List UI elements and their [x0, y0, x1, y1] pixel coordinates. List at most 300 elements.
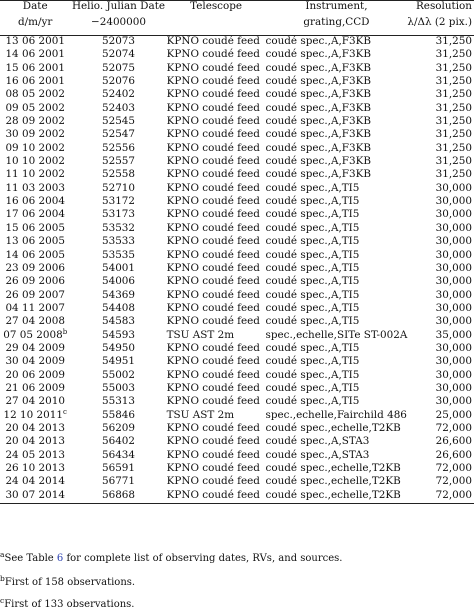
cell-instrument [266, 395, 408, 408]
table-row [0, 195, 474, 208]
cell-jd [70, 115, 166, 128]
cell-instrument-text: coudé spec.,A,F3KB [265, 168, 371, 181]
cell-telescope-text: KPNO coudé feed [166, 435, 260, 448]
cell-jd [70, 75, 166, 88]
note-a-pre: See Table [4, 553, 57, 564]
cell-resolution [407, 249, 474, 262]
cell-resolution [407, 422, 474, 435]
cell-jd-text: 53535 [101, 248, 136, 261]
cell-telescope-text: KPNO coudé feed [166, 128, 260, 141]
cell-instrument-text: coudé spec.,A,TI5 [265, 235, 360, 248]
cell-telescope-text: KPNO coudé feed [166, 88, 260, 101]
cell-date [0, 302, 70, 315]
col-header-resolution: Resolution [415, 0, 472, 12]
cell-resolution [407, 75, 474, 88]
col-subheader-date-unit: d/m/yr [18, 16, 53, 28]
cell-jd-text: 55846 [101, 408, 136, 421]
cell-instrument [266, 262, 408, 275]
cell-instrument [266, 115, 408, 128]
cell-instrument-text: coudé spec.,A,F3KB [265, 141, 371, 154]
cell-instrument-text: coudé spec.,A,TI5 [265, 275, 360, 288]
cell-resolution [407, 222, 474, 235]
cell-telescope-text: KPNO coudé feed [166, 168, 260, 181]
cell-instrument [266, 329, 408, 342]
cell-resolution-text: 31,250 [435, 61, 472, 74]
col-header-instrument: Instrument, [305, 0, 368, 12]
cell-resolution [407, 449, 474, 462]
cell-jd [70, 88, 166, 101]
table-row [0, 382, 474, 395]
cell-instrument-text: coudé spec.,A,F3KB [265, 128, 371, 141]
cell-telescope-text: KPNO coudé feed [166, 61, 260, 74]
cell-date-text: 20 06 2009 [5, 368, 65, 381]
cell-instrument [266, 235, 408, 248]
cell-resolution [407, 382, 474, 395]
cell-jd [70, 275, 166, 288]
cell-date-text: 14 06 2005 [5, 248, 65, 261]
cell-jd-text: 52547 [101, 128, 136, 141]
cell-instrument-text: coudé spec.,A,TI5 [265, 208, 360, 221]
table-6-link[interactable]: 6 [56, 553, 64, 564]
cell-instrument [266, 435, 408, 448]
cell-instrument [266, 249, 408, 262]
col-subheader-jd-offset: −2400000 [91, 16, 146, 28]
cell-instrument-text: coudé spec.,A,TI5 [265, 381, 360, 394]
table-row [0, 409, 474, 422]
cell-resolution-text: 31,250 [435, 35, 472, 47]
header-row-2 [0, 16, 474, 35]
table-row [0, 369, 474, 382]
cell-instrument-text: coudé spec.,A,TI5 [265, 248, 360, 261]
cell-telescope-text: KPNO coudé feed [166, 181, 260, 194]
cell-telescope [167, 489, 266, 502]
table-row [0, 48, 474, 61]
cell-instrument [266, 275, 408, 288]
cell-instrument-text: coudé spec.,A,F3KB [265, 48, 371, 61]
cell-telescope-text: KPNO coudé feed [166, 221, 260, 234]
cell-jd [70, 48, 166, 61]
cell-telescope-text: KPNO coudé feed [166, 381, 260, 394]
cell-telescope [167, 249, 266, 262]
cell-resolution [407, 262, 474, 275]
cell-telescope-text: KPNO coudé feed [166, 208, 260, 221]
cell-date-text: 12 10 2011 [3, 408, 63, 421]
cell-instrument [266, 489, 408, 502]
cell-instrument-text: coudé spec.,A,TI5 [265, 221, 360, 234]
cell-date [0, 475, 70, 488]
cell-telescope [167, 475, 266, 488]
cell-jd-text: 54369 [101, 288, 136, 301]
cell-date-text: 16 06 2001 [5, 75, 65, 88]
cell-telescope-text: KPNO coudé feed [166, 155, 260, 168]
table-row [0, 75, 474, 88]
cell-instrument-text: coudé spec.,echelle,T2KB [265, 488, 401, 501]
cell-jd-text: 54593 [101, 328, 136, 341]
cell-jd [70, 462, 166, 475]
cell-jd-text: 56209 [101, 421, 136, 434]
cell-resolution-text: 31,250 [435, 115, 472, 128]
cell-telescope [167, 142, 266, 155]
cell-telescope-text: KPNO coudé feed [166, 195, 260, 208]
cell-instrument [266, 409, 408, 422]
cell-telescope [167, 155, 266, 168]
cell-date [0, 369, 70, 382]
cell-resolution-text: 30,000 [435, 341, 472, 354]
cell-instrument-text: coudé spec.,A,TI5 [265, 368, 360, 381]
cell-date-text: 29 04 2009 [5, 341, 65, 354]
cell-jd-text: 52403 [101, 101, 136, 114]
cell-telescope [167, 62, 266, 75]
cell-telescope-text: KPNO coudé feed [166, 301, 260, 314]
table-row [0, 142, 474, 155]
cell-resolution-text: 31,250 [435, 101, 472, 114]
cell-date [0, 222, 70, 235]
cell-telescope-text: KPNO coudé feed [166, 475, 260, 488]
cell-date-text: 07 05 2008 [3, 328, 63, 341]
cell-date [0, 329, 70, 342]
cell-resolution-text: 30,000 [435, 195, 472, 208]
cell-date [0, 155, 70, 168]
col-subheader-instrument: grating,CCD [303, 16, 370, 28]
cell-resolution-text: 72,000 [435, 475, 472, 488]
cell-date-text: 21 06 2009 [5, 381, 65, 394]
cell-jd-text: 56868 [101, 488, 136, 501]
cell-resolution-text: 31,250 [435, 88, 472, 101]
cell-telescope [167, 355, 266, 368]
cell-telescope-text: KPNO coudé feed [166, 395, 260, 408]
table-row [0, 88, 474, 101]
cell-resolution-text: 25,000 [435, 408, 472, 421]
col-header-jd: Helio. Julian Date [71, 0, 166, 12]
cell-date-text: 09 05 2002 [5, 101, 65, 114]
cell-instrument-text: coudé spec.,A,TI5 [265, 301, 360, 314]
cell-instrument [266, 355, 408, 368]
cell-instrument [266, 155, 408, 168]
cell-resolution-text: 72,000 [435, 488, 472, 501]
table-row [0, 275, 474, 288]
cell-instrument [266, 102, 408, 115]
table-row [0, 249, 474, 262]
cell-jd [70, 355, 166, 368]
cell-resolution [407, 182, 474, 195]
cell-telescope [167, 275, 266, 288]
table-row [0, 449, 474, 462]
cell-telescope [167, 208, 266, 221]
cell-jd [70, 222, 166, 235]
cell-jd [70, 62, 166, 75]
cell-resolution-text: 30,000 [435, 181, 472, 194]
cell-date [0, 489, 70, 502]
col-header-date: Date [22, 0, 48, 12]
cell-telescope-text: KPNO coudé feed [166, 355, 260, 368]
table-row [0, 329, 474, 342]
cell-date-text: 30 07 2014 [5, 488, 65, 501]
cell-jd-text: 56591 [101, 462, 136, 474]
cell-jd [70, 449, 166, 462]
cell-date-text: 14 06 2001 [5, 48, 65, 61]
table-row [0, 208, 474, 221]
cell-jd-text: 52545 [101, 115, 136, 128]
cell-jd [70, 168, 166, 181]
table-row [0, 102, 474, 115]
footnote-mark: c [62, 407, 67, 416]
cell-date-text: 24 04 2014 [5, 475, 65, 488]
cell-resolution-text: 31,250 [435, 128, 472, 141]
cell-resolution-text: 30,000 [435, 315, 472, 328]
cell-telescope [167, 195, 266, 208]
cell-instrument-text: coudé spec.,A,STA3 [265, 435, 370, 448]
cell-telescope-text: KPNO coudé feed [166, 141, 260, 154]
cell-resolution [407, 302, 474, 315]
cell-resolution [407, 168, 474, 181]
cell-telescope [167, 329, 266, 342]
table-row [0, 289, 474, 302]
table-row [0, 395, 474, 408]
cell-instrument [266, 475, 408, 488]
cell-jd-text: 55313 [101, 395, 136, 408]
cell-resolution-text: 31,250 [435, 75, 472, 88]
cell-instrument [266, 48, 408, 61]
cell-date [0, 422, 70, 435]
cell-instrument [266, 88, 408, 101]
cell-jd-text: 54950 [101, 341, 136, 354]
cell-resolution-text: 30,000 [435, 248, 472, 261]
cell-instrument [266, 449, 408, 462]
cell-telescope [167, 449, 266, 462]
cell-date-text: 16 06 2004 [5, 195, 65, 208]
cell-jd [70, 302, 166, 315]
cell-telescope [167, 435, 266, 448]
cell-jd [70, 395, 166, 408]
cell-resolution-text: 26,600 [435, 448, 472, 461]
cell-telescope [167, 48, 266, 61]
table-row [0, 422, 474, 435]
note-a-mark: a [0, 550, 5, 559]
cell-jd [70, 128, 166, 141]
cell-jd-text: 54006 [101, 275, 136, 288]
cell-instrument-text: coudé spec.,A,STA3 [265, 448, 370, 461]
col-subheader-resolution: λ/Δλ (2 pix.) [407, 16, 472, 28]
table-bottom-rule [0, 503, 474, 504]
cell-date [0, 462, 70, 475]
cell-resolution-text: 31,250 [435, 168, 472, 181]
col-header-telescope: Telescope [190, 0, 243, 12]
cell-telescope-text: KPNO coudé feed [166, 421, 260, 434]
cell-instrument [266, 342, 408, 355]
cell-telescope-text: KPNO coudé feed [166, 315, 260, 328]
cell-instrument-text: coudé spec.,A,TI5 [265, 195, 360, 208]
cell-jd-text: 55003 [101, 381, 136, 394]
cell-instrument-text: coudé spec.,A,TI5 [265, 341, 360, 354]
cell-telescope-text: KPNO coudé feed [166, 341, 260, 354]
table-row [0, 355, 474, 368]
cell-date-text: 09 10 2002 [5, 141, 65, 154]
cell-date [0, 208, 70, 221]
cell-instrument [266, 222, 408, 235]
cell-resolution-text: 30,000 [435, 288, 472, 301]
cell-telescope [167, 409, 266, 422]
note-c [0, 594, 134, 611]
cell-jd-text: 52073 [101, 35, 136, 47]
table-row [0, 222, 474, 235]
cell-telescope-text: KPNO coudé feed [166, 235, 260, 248]
cell-date-text: 11 03 2003 [5, 181, 65, 194]
cell-date-text: 27 04 2008 [5, 315, 65, 328]
cell-telescope [167, 342, 266, 355]
cell-jd [70, 435, 166, 448]
cell-resolution-text: 30,000 [435, 368, 472, 381]
cell-date [0, 342, 70, 355]
table-row [0, 475, 474, 488]
cell-instrument [266, 422, 408, 435]
cell-date [0, 75, 70, 88]
cell-resolution [407, 35, 474, 48]
cell-instrument [266, 62, 408, 75]
cell-jd-text: 53173 [101, 208, 136, 221]
cell-instrument-text: spec.,echelle,Fairchild 486 [265, 408, 407, 421]
note-c-text: First of 133 observations. [4, 599, 135, 610]
cell-date [0, 182, 70, 195]
cell-resolution [407, 475, 474, 488]
cell-resolution [407, 208, 474, 221]
table-row [0, 62, 474, 75]
cell-telescope [167, 369, 266, 382]
cell-telescope [167, 222, 266, 235]
cell-telescope [167, 262, 266, 275]
cell-telescope [167, 302, 266, 315]
cell-instrument [266, 208, 408, 221]
cell-telescope [167, 462, 266, 475]
cell-resolution [407, 275, 474, 288]
cell-resolution [407, 409, 474, 422]
note-b-text: First of 158 observations. [4, 577, 136, 588]
cell-telescope-text: KPNO coudé feed [166, 448, 260, 461]
cell-instrument [266, 195, 408, 208]
table-row [0, 435, 474, 448]
cell-telescope-text: KPNO coudé feed [166, 488, 260, 501]
cell-telescope [167, 182, 266, 195]
cell-jd-text: 53172 [101, 195, 136, 208]
cell-telescope [167, 235, 266, 248]
cell-telescope [167, 115, 266, 128]
cell-telescope [167, 289, 266, 302]
cell-instrument [266, 182, 408, 195]
note-b [0, 572, 135, 589]
cell-resolution-text: 26,600 [435, 435, 472, 448]
cell-instrument-text: coudé spec.,echelle,T2KB [265, 421, 401, 434]
cell-instrument-text: coudé spec.,A,TI5 [265, 395, 360, 408]
cell-resolution [407, 142, 474, 155]
cell-instrument [266, 302, 408, 315]
cell-jd-text: 52075 [101, 61, 136, 74]
cell-instrument-text: spec.,echelle,SITe ST-002A [265, 328, 408, 341]
cell-date-text: 20 04 2013 [5, 435, 65, 448]
cell-telescope [167, 35, 266, 48]
cell-instrument-text: coudé spec.,A,F3KB [265, 155, 371, 168]
cell-resolution-text: 72,000 [435, 421, 472, 434]
cell-resolution [407, 62, 474, 75]
cell-telescope-text: KPNO coudé feed [166, 288, 260, 301]
cell-jd [70, 182, 166, 195]
cell-jd-text: 52710 [101, 181, 136, 194]
cell-date-text: 17 06 2004 [5, 208, 65, 221]
cell-jd-text: 54951 [101, 355, 136, 368]
cell-telescope-text: KPNO coudé feed [166, 101, 260, 114]
cell-date-text: 26 09 2007 [5, 288, 65, 301]
cell-date [0, 435, 70, 448]
cell-jd-text: 52076 [101, 75, 136, 88]
cell-telescope [167, 75, 266, 88]
cell-jd-text: 52074 [101, 48, 136, 61]
cell-telescope-text: KPNO coudé feed [166, 35, 260, 47]
cell-resolution-text: 30,000 [435, 301, 472, 314]
cell-date-text: 10 10 2002 [5, 155, 65, 168]
cell-date [0, 355, 70, 368]
table-row [0, 489, 474, 502]
note-c-mark: c [0, 596, 5, 605]
cell-date-text: 26 09 2006 [5, 275, 65, 288]
cell-instrument-text: coudé spec.,echelle,T2KB [265, 475, 401, 488]
cell-resolution-text: 35,000 [435, 328, 472, 341]
cell-telescope [167, 128, 266, 141]
table-row [0, 115, 474, 128]
cell-resolution [407, 462, 474, 475]
cell-date-text: 11 10 2002 [5, 168, 65, 181]
cell-instrument [266, 382, 408, 395]
cell-date-text: 15 06 2001 [5, 61, 65, 74]
table-row [0, 342, 474, 355]
cell-jd [70, 289, 166, 302]
cell-instrument-text: coudé spec.,A,TI5 [265, 355, 360, 368]
table-row [0, 182, 474, 195]
cell-telescope [167, 102, 266, 115]
cell-date [0, 449, 70, 462]
cell-jd-text: 56402 [101, 435, 136, 448]
cell-resolution [407, 88, 474, 101]
cell-instrument-text: coudé spec.,A,TI5 [265, 181, 360, 194]
cell-instrument-text: coudé spec.,A,TI5 [265, 288, 360, 301]
cell-instrument [266, 75, 408, 88]
cell-date-text: 26 10 2013 [5, 462, 65, 474]
cell-jd-text: 54001 [101, 261, 136, 274]
cell-jd [70, 475, 166, 488]
cell-date-text: 23 09 2006 [5, 261, 65, 274]
cell-date-text: 13 06 2005 [5, 235, 65, 248]
cell-telescope-text: KPNO coudé feed [166, 368, 260, 381]
cell-resolution [407, 195, 474, 208]
cell-instrument [266, 462, 408, 475]
cell-jd-text: 52402 [101, 88, 136, 101]
cell-resolution [407, 342, 474, 355]
footnote-mark: b [62, 327, 68, 336]
cell-instrument-text: coudé spec.,A,F3KB [265, 101, 371, 114]
cell-telescope [167, 395, 266, 408]
cell-date-text: 13 06 2001 [5, 35, 65, 47]
cell-date [0, 275, 70, 288]
cell-resolution-text: 72,000 [435, 462, 472, 474]
cell-resolution [407, 489, 474, 502]
cell-instrument [266, 369, 408, 382]
cell-telescope-text: KPNO coudé feed [166, 462, 260, 474]
table-row [0, 168, 474, 181]
cell-date [0, 48, 70, 61]
cell-jd-text: 55002 [101, 368, 136, 381]
cell-telescope-text: KPNO coudé feed [166, 75, 260, 88]
cell-jd-text: 54408 [101, 301, 136, 314]
cell-instrument [266, 315, 408, 328]
cell-date-text: 04 11 2007 [5, 301, 65, 314]
cell-instrument-text: coudé spec.,A,F3KB [265, 35, 371, 47]
